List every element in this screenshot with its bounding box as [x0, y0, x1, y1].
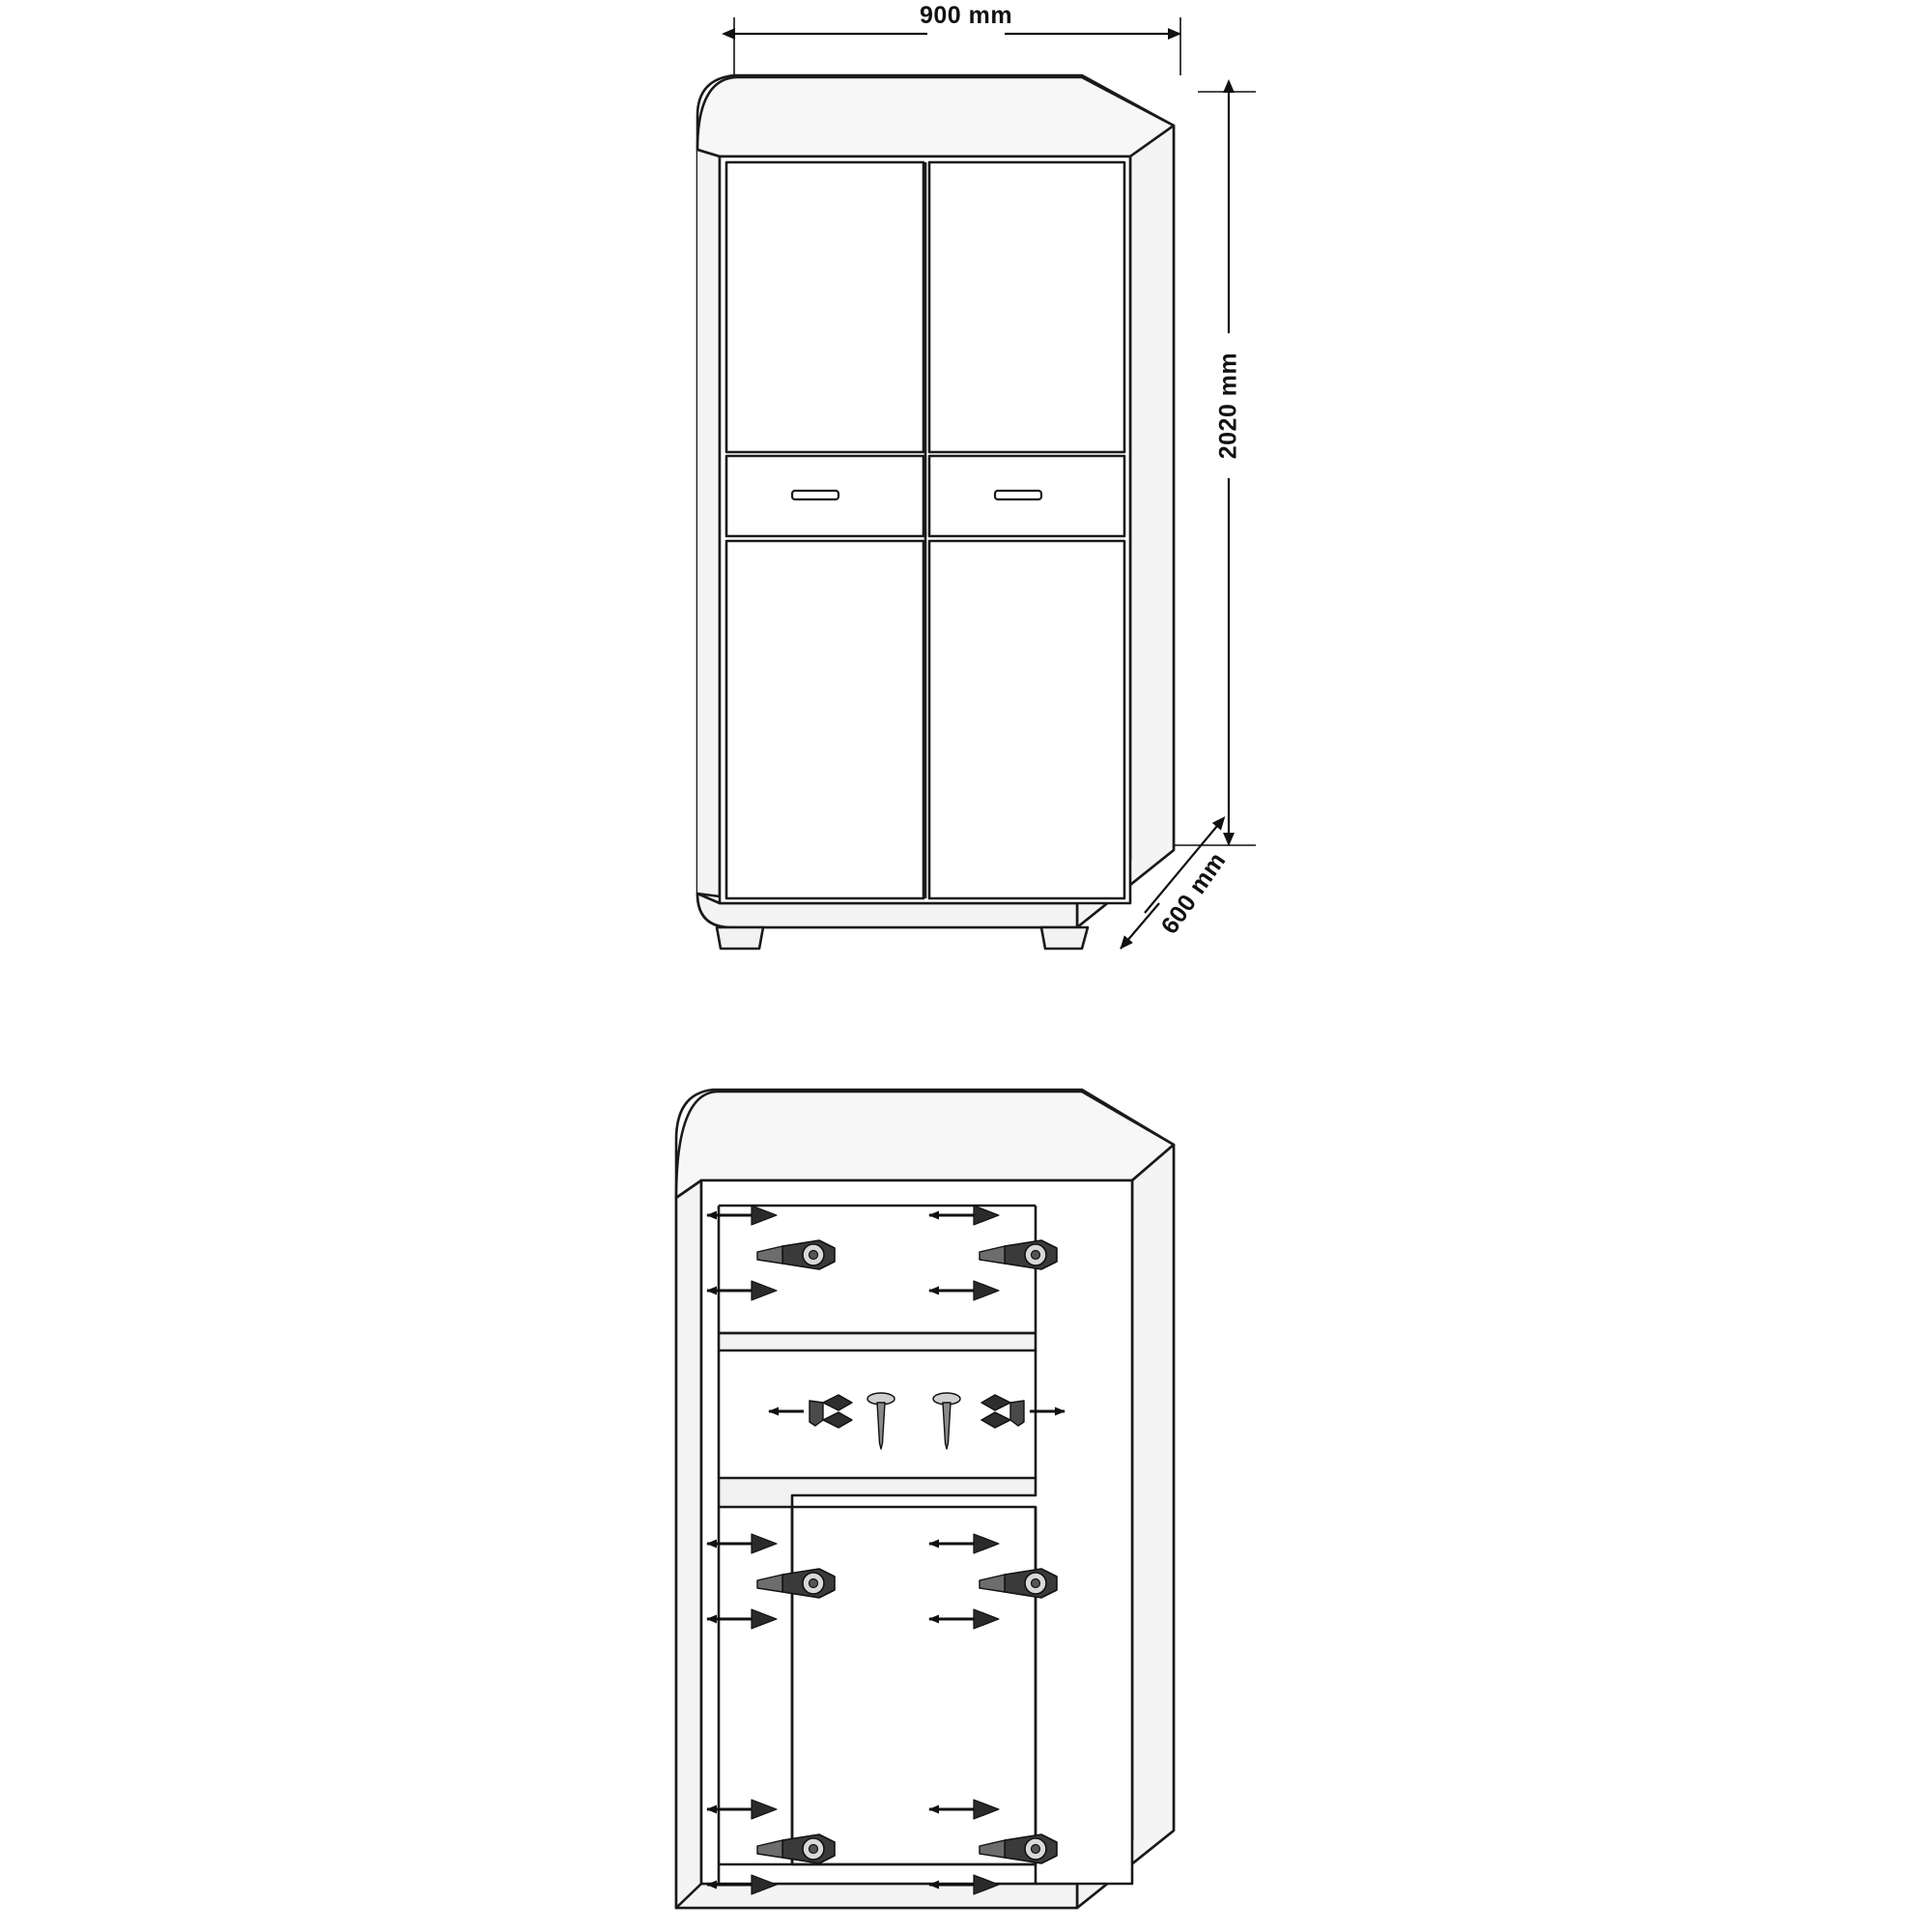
right-drawer-handle-icon — [995, 491, 1041, 499]
carcass-left-side-panel — [676, 1180, 701, 1908]
top-panel — [697, 77, 1174, 156]
right-upper-door — [929, 162, 1124, 452]
left-foot — [717, 927, 763, 949]
left-drawer-handle-icon — [792, 491, 838, 499]
height-dimension-label: 2020 mm — [1214, 352, 1242, 460]
left-upper-door — [726, 162, 923, 452]
carcass-bottom-rail — [676, 1884, 1077, 1908]
lower-compartment-box — [792, 1507, 1036, 1864]
width-dimension-label: 900 mm — [919, 2, 1013, 29]
right-lower-door — [929, 541, 1124, 898]
depth-dimension-label: 600 mm — [1155, 847, 1232, 940]
left-lower-door — [726, 541, 923, 898]
left-frame-edge — [697, 150, 720, 896]
open-carcass-view — [676, 1090, 1174, 1908]
right-foot — [1041, 927, 1088, 949]
closed-wardrobe-view — [697, 75, 1174, 949]
upper-fixed-shelf — [719, 1333, 1036, 1350]
